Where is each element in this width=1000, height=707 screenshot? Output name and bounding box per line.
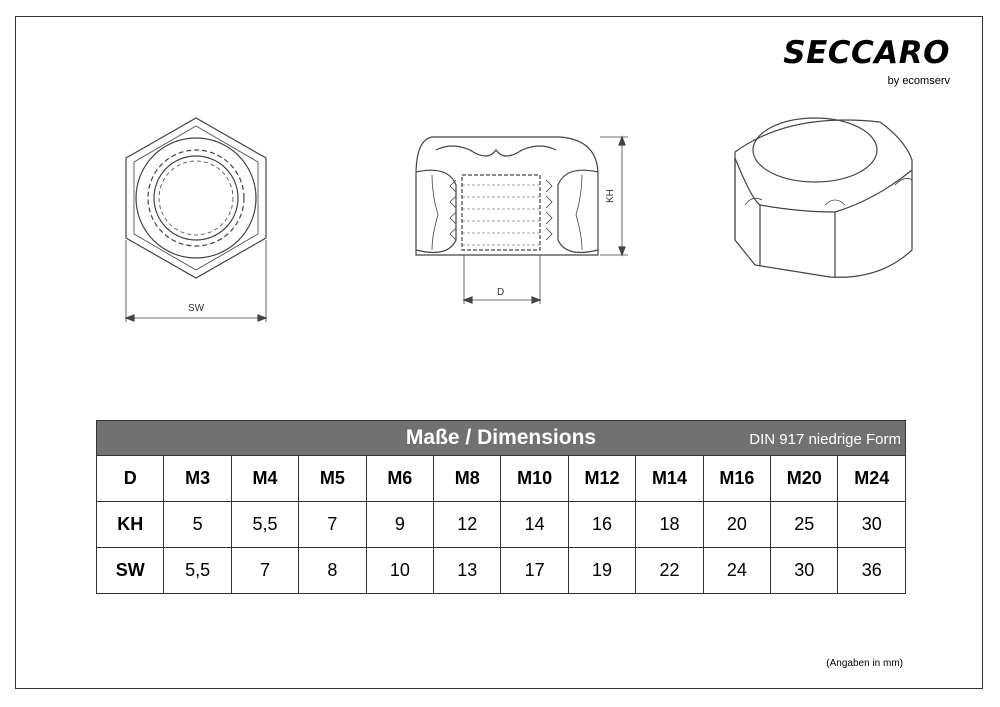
table-cell: M3: [164, 456, 231, 502]
table-subtitle: DIN 917 niedrige Form: [749, 431, 901, 448]
table-cell: 8: [299, 548, 366, 594]
row-label: SW: [97, 548, 164, 594]
table-cell: 10: [366, 548, 433, 594]
table-cell: 7: [299, 502, 366, 548]
table-cell: 30: [771, 548, 838, 594]
table-cell: M10: [501, 456, 568, 502]
label-d: D: [497, 287, 505, 298]
table-row-sw: [97, 548, 906, 594]
table-cell: 13: [434, 548, 501, 594]
table-cell: 25: [771, 502, 838, 548]
table-row-d: [97, 456, 906, 502]
table-row-kh: [97, 502, 906, 548]
table-cell: 14: [501, 502, 568, 548]
label-kh: KH: [605, 189, 616, 203]
row-label: KH: [97, 502, 164, 548]
table-cell: M16: [703, 456, 770, 502]
units-footnote: (Angaben in mm): [826, 658, 903, 669]
table-cell: 5,5: [231, 502, 298, 548]
table-cell: 20: [703, 502, 770, 548]
row-label: D: [97, 456, 164, 502]
table-cell: 36: [838, 548, 906, 594]
brand-name: SECCARO: [783, 35, 950, 71]
dimensions-table: [96, 420, 906, 594]
table-cell: 5: [164, 502, 231, 548]
table-cell: 17: [501, 548, 568, 594]
table-cell: M12: [568, 456, 635, 502]
table-cell: 12: [434, 502, 501, 548]
table-cell: 16: [568, 502, 635, 548]
table-cell: 7: [231, 548, 298, 594]
label-sw: SW: [188, 303, 205, 314]
table-cell: M24: [838, 456, 906, 502]
isometric-view-cap-nut: [735, 118, 912, 277]
table-cell: M6: [366, 456, 433, 502]
table-cell: 30: [838, 502, 906, 548]
table-cell: M8: [434, 456, 501, 502]
top-view-hex-nut: [126, 118, 266, 322]
table-cell: 19: [568, 548, 635, 594]
table-title: Maße / Dimensions: [405, 426, 597, 449]
table-cell: 24: [703, 548, 770, 594]
table-cell: 5,5: [164, 548, 231, 594]
table-title-bar: [97, 421, 906, 456]
brand-tagline: by ecomserv: [887, 75, 950, 87]
table-cell: M5: [299, 456, 366, 502]
table-cell: M20: [771, 456, 838, 502]
side-view-cap-nut: [416, 137, 628, 304]
table-cell: 22: [636, 548, 703, 594]
table-cell: 18: [636, 502, 703, 548]
table-cell: M14: [636, 456, 703, 502]
table-cell: M4: [231, 456, 298, 502]
table-cell: 9: [366, 502, 433, 548]
